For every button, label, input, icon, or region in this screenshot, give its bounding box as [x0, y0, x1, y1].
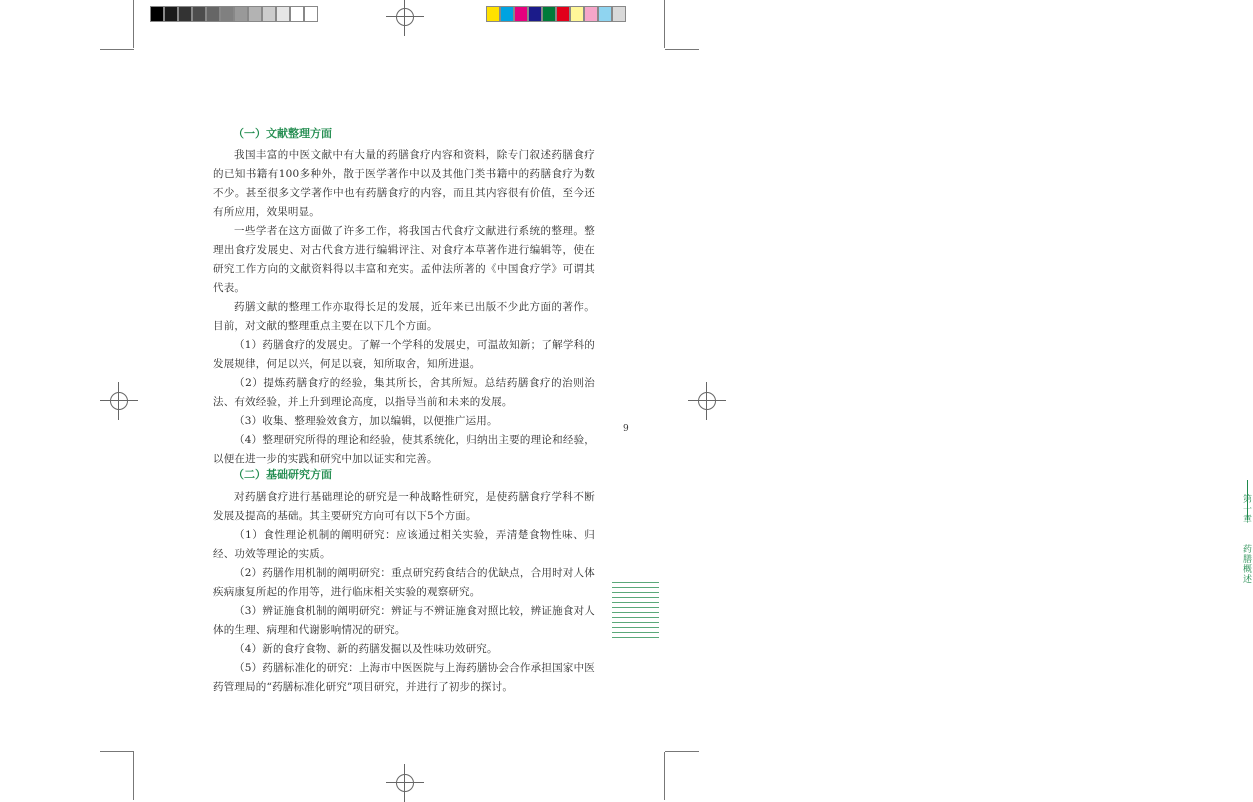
- color-swatch: [612, 6, 626, 22]
- list-item: （2）提炼药膳食疗的经验，集其所长，舍其所短。总结药膳食疗的治则治法、有效经验，并上升到理论高度，以指导当前和未来的发展。: [213, 377, 595, 408]
- crop-mark: [665, 49, 699, 50]
- crop-mark: [664, 0, 665, 48]
- list-item: （2）药膳作用机制的阐明研究：重点研究药食结合的优缺点，合用时对人体疾病康复所起的作用等，进行临床相关实验的观察研究。: [213, 567, 595, 598]
- color-calibration-bar: [486, 6, 626, 22]
- paragraph: 一些学者在这方面做了许多工作，将我国古代食疗文献进行系统的整理。整理出食疗发展史、对古代食方进行编辑评注、对食疗本草著作进行编辑等，使在研究工作方向的文献资料得以丰富和充实。孟仲法所著的《中国食疗学》可谓其代表。: [213, 225, 595, 294]
- registration-mark-right: [694, 388, 720, 414]
- registration-mark-left: [106, 388, 132, 414]
- gray-swatch: [234, 6, 248, 22]
- gray-swatch: [206, 6, 220, 22]
- gray-swatch: [276, 6, 290, 22]
- side-tab-lines: [612, 582, 659, 642]
- gray-swatch: [178, 6, 192, 22]
- gray-swatch: [220, 6, 234, 22]
- gray-swatch: [262, 6, 276, 22]
- section-heading-literature: （一）文献整理方面: [233, 127, 332, 140]
- registration-mark-top: [392, 4, 418, 30]
- chapter-label: 第一章: [1241, 494, 1251, 524]
- list-item: （1）药膳食疗的发展史。了解一个学科的发展史，可温故知新；了解学科的发展规律，何足以兴，何足以衰，知所取舍，知所进退。: [213, 339, 595, 370]
- color-swatch: [486, 6, 500, 22]
- crop-mark: [133, 0, 134, 48]
- crop-mark: [100, 49, 134, 50]
- grayscale-calibration-bar: [150, 6, 318, 22]
- color-swatch: [528, 6, 542, 22]
- list-item: （3）收集、整理验效食方，加以编辑，以便推广运用。: [234, 415, 498, 427]
- paragraph: 药膳文献的整理工作亦取得长足的发展，近年来已出版不少此方面的著作。目前，对文献的整理重点主要在以下几个方面。: [213, 301, 595, 332]
- chapter-title: 药膳概述: [1241, 544, 1251, 584]
- section-body-literature: [213, 146, 595, 469]
- gray-swatch: [150, 6, 164, 22]
- color-swatch: [598, 6, 612, 22]
- gray-swatch: [248, 6, 262, 22]
- section-heading-basic-research: （二）基础研究方面: [233, 468, 332, 481]
- paragraph: 对药膳食疗进行基础理论的研究是一种战略性研究，是使药膳食疗学科不断发展及提高的基础。其主要研究方向可有以下5个方面。: [213, 491, 595, 522]
- color-swatch: [500, 6, 514, 22]
- gray-swatch: [192, 6, 206, 22]
- color-swatch: [514, 6, 528, 22]
- section-body-basic-research: [213, 488, 595, 697]
- gray-swatch: [164, 6, 178, 22]
- crop-mark: [133, 752, 134, 800]
- color-swatch: [556, 6, 570, 22]
- color-swatch: [570, 6, 584, 22]
- crop-mark: [664, 752, 665, 800]
- list-item: （4）新的食疗食物、新的药膳发掘以及性味功效研究。: [234, 643, 498, 655]
- page-number: 9: [623, 424, 629, 434]
- list-item: （1）食性理论机制的阐明研究：应该通过相关实验，弄清楚食物性味、归经、功效等理论的实质。: [213, 529, 595, 560]
- gray-swatch: [290, 6, 304, 22]
- crop-mark: [665, 751, 699, 752]
- list-item: （5）药膳标准化的研究：上海市中医医院与上海药膳协会合作承担国家中医药管理局的“药膳标准化研究”项目研究，并进行了初步的探讨。: [213, 662, 595, 693]
- color-swatch: [542, 6, 556, 22]
- registration-mark-bottom: [392, 770, 418, 796]
- paragraph: 我国丰富的中医文献中有大量的药膳食疗内容和资料，除专门叙述药膳食疗的已知书籍有100多种外，散于医学著作中以及其他门类书籍中的药膳食疗为数不少。甚至很多文学著作中也有药膳食疗的内容，而且其内容很有价值，至今还有所应用，效果明显。: [213, 149, 595, 218]
- list-item: （3）辨证施食机制的阐明研究：辨证与不辨证施食对照比较，辨证施食对人体的生理、病理和代谢影响情况的研究。: [213, 605, 595, 636]
- color-swatch: [584, 6, 598, 22]
- list-item: （4）整理研究所得的理论和经验，使其系统化，归纳出主要的理论和经验，以便在进一步的实践和研究中加以证实和完善。: [213, 434, 595, 465]
- crop-mark: [100, 751, 134, 752]
- gray-swatch: [304, 6, 318, 22]
